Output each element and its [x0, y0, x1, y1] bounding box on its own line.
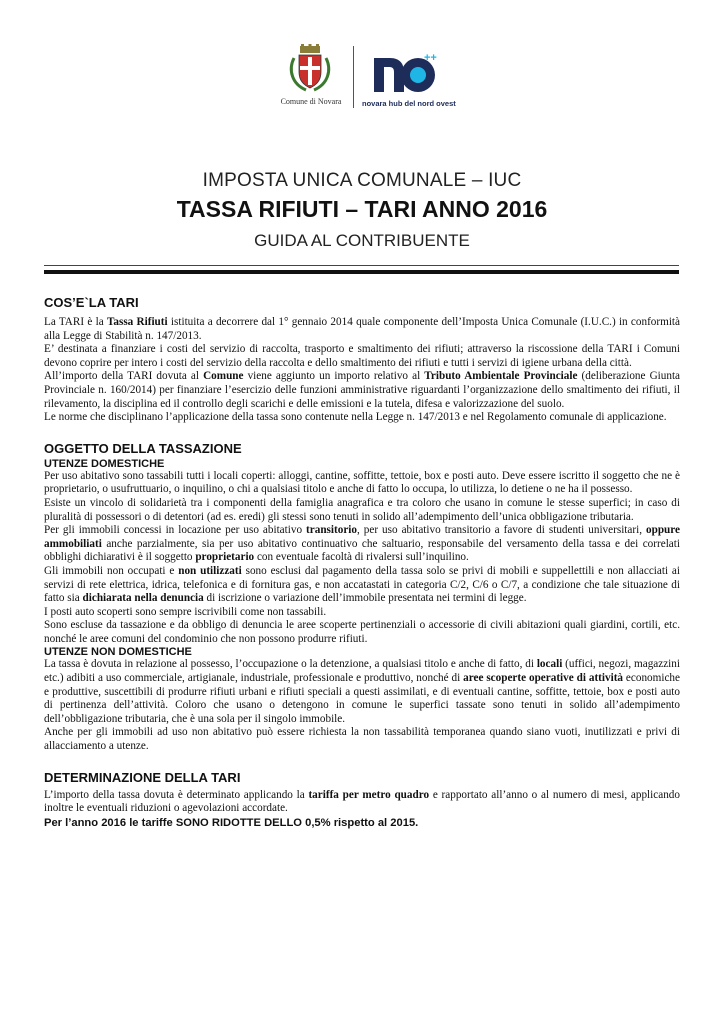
title-divider-thick — [44, 270, 679, 274]
paragraph-oggetto-4: Gli immobili non occupati e non utilizzati sono esclusi dal pagamento della tassa solo se privi di mobili e suppellettili e non allacciati ai servizi di rete elettrica, idrica, telefonica e di fornitura gas, e non accatastati in categoria C/2, C/6 o C/7, a condizione che tale situazione di fatto sia dichiarata nella denuncia di iscrizione o variazione dell’immobile presentata nei termini di legge. — [44, 564, 681, 605]
document-body — [44, 295, 680, 830]
svg-text:++: ++ — [424, 52, 437, 64]
title-tassa-rifiuti: TASSA RIFIUTI – TARI ANNO 2016 — [176, 196, 548, 222]
novara-hub-label: novara hub del nord ovest — [362, 99, 456, 108]
header-logos — [274, 40, 454, 110]
novara-coat-of-arms-icon — [286, 44, 334, 94]
paragraph-oggetto-2: Esiste un vincolo di solidarietà tra i componenti della famiglia anagrafica e tra coloro che usano in comune le stesse superfici; in caso di pluralità di possessori o di detentori (ad es. eredi) gli stessi sono tenuti in solido all’adempimento dell’unica obbligazione tributaria. — [44, 496, 680, 523]
paragraph-cose-2: E’ destinata a finanziare i costi del servizio di raccolta, trasporto e smaltimento dei rifiuti; attraverso la riscossione della TARI i Comuni devono coprire per intero i costi del servizio della raccolta e dello smaltimento dei rifiuti e tutti i servizi di igiene urbana della città. — [44, 343, 680, 369]
paragraph-determinazione-1: L’importo della tassa dovuta è determinato applicando la tariffa per metro quadro e rapportato all’anno o al numero di mesi, applicando inoltre le eventuali riduzioni o agevolazioni accordate. — [44, 788, 680, 815]
paragraph-oggetto-5: I posti auto scoperti sono sempre iscrivibili come non tassabili. — [44, 605, 327, 618]
section-title-oggetto: OGGETTO DELLA TASSAZIONE — [44, 440, 242, 456]
subtitle-utenze-domestiche: UTENZE DOMESTICHE — [44, 457, 165, 470]
tariff-reduction-note: Per l’anno 2016 le tariffe SONO RIDOTTE DELLO 0,5% rispetto al 2015. — [44, 816, 419, 829]
paragraph-oggetto-8: Anche per gli immobili ad uso non abitativo può essere richiesta la non tassabilità temporanea quando siano vuoti, inutilizzati e privi di allacciamento a utenze. — [44, 726, 680, 753]
title-imposta-unica: IMPOSTA UNICA COMUNALE – IUC — [202, 170, 522, 191]
novara-hub-logo-icon — [372, 48, 440, 96]
section-title-cose-la-tari: COS’E`LA TARI — [44, 295, 139, 310]
section-title-determinazione: DETERMINAZIONE DELLA TARI — [44, 769, 241, 785]
paragraph-cose-4: Le norme che disciplinano l’applicazione della tassa sono contenute nella Legge n. 147/2013 e nel Regolamento comunale di applicazione. — [44, 411, 667, 424]
subtitle-utenze-non-domestiche: UTENZE NON DOMESTICHE — [44, 646, 192, 659]
paragraph-cose-3: All’importo della TARI dovuta al Comune viene aggiunto un importo relativo al Tributo Ambientale Provinciale (deliberazione Giunta Provinciale n. 160/2014) per finanziare l’esercizio delle funzioni amministrative riguardanti l’organizzazione dello smaltimento dei rifiuti, il rilevamento, la disciplina ed il controllo degli scarichi e delle emissioni e la tutela, difesa e valorizzazione del suolo. — [44, 370, 681, 410]
title-divider-thin — [44, 265, 679, 266]
paragraph-oggetto-7: La tassa è dovuta in relazione al possesso, l’occupazione o la detenzione, a qualsiasi titolo e anche di fatto, di locali (uffici, negozi, magazzini etc.) adibiti a uso commerciale, artigianale, industriale, professionale e produttivo, nonché di aree scoperte operative di attività economiche e produttive, suscettibili di produrre rifiuti urbani e rifiuti speciali a questi assimilati, e di eventuali cantine, soffitte, tettoie, box e posti auto di pertinenza dell’attività. Coloro che usano o detengono in comune le superfici tassate sono tenuti in solido all’adempimento dell’obbligazione tributaria, che è una sola per il singolo immobile. — [44, 658, 680, 725]
comune-di-novara-label: Comune di Novara — [280, 97, 342, 106]
paragraph-cose-1: La TARI è la Tassa Rifiuti istituita a decorrere dal 1° gennaio 2014 quale componente dell’Imposta Unica Comunale (I.U.C.) in conformità alla Legge di Stabilità n. 147/2013. — [44, 316, 681, 342]
logo-divider — [353, 46, 354, 108]
title-guida-contribuente: GUIDA AL CONTRIBUENTE — [254, 231, 470, 250]
paragraph-oggetto-1: Per uso abitativo sono tassabili tutti i locali coperti: alloggi, cantine, soffitte, tettoie, box e posti auto. Deve essere iscritto il soggetto che ne è proprietario, o usufruttuario, o inquilino, o chi a qualsiasi titolo e anche di fatto lo occupa, lo utilizza, lo detiene o ne ha il possesso. — [44, 469, 680, 496]
paragraph-oggetto-3: Per gli immobili concessi in locazione per uso abitativo transitorio, per uso abitativo transitorio a favore di studenti universitari, oppure ammobiliati anche parzialmente, sia per uso abitativo continuativo che saltuario, responsabile del versamento della tassa e dei correlati obblighi dichiarativi è il soggetto proprietario con eventuale facoltà di rivalersi sull’inquilino. — [44, 524, 680, 564]
paragraph-oggetto-6: Sono escluse da tassazione e da obbligo di denuncia le aree scoperte pertinenziali o accessorie di civili abitazioni quali giardini, cortili, etc. nonché le aree comuni del condominio che non possono produrre rifiuti. — [44, 619, 680, 645]
